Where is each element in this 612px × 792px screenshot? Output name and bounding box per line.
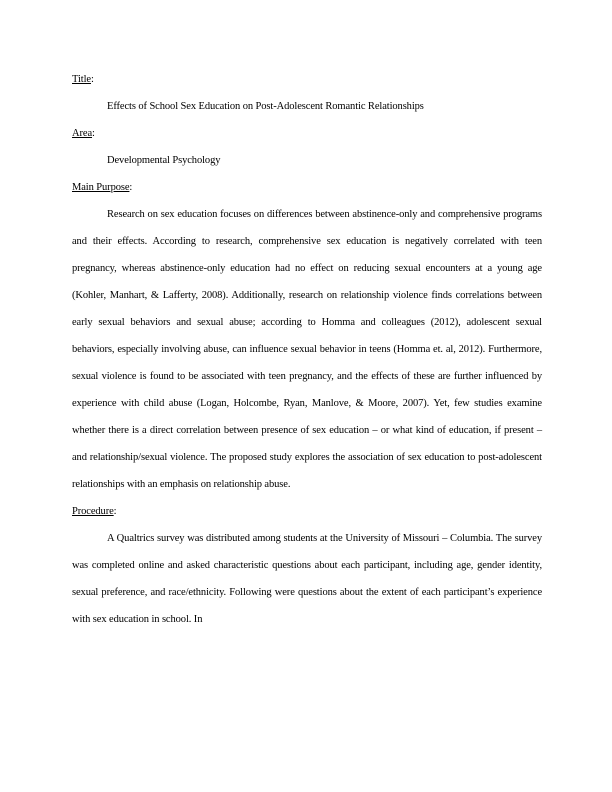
area-colon: :: [92, 128, 95, 139]
title-colon: :: [90, 74, 94, 85]
title-heading: Title: [72, 74, 91, 85]
procedure-colon: :: [113, 506, 117, 517]
purpose-heading: Main Purpose: [72, 182, 130, 193]
purpose-heading-row: [72, 174, 542, 201]
area-value: Developmental Psychology: [107, 155, 221, 166]
procedure-heading: Procedure: [72, 506, 114, 517]
procedure-heading-row: [72, 498, 542, 525]
title-value: Effects of School Sex Education on Post-Adolescent Romantic Relationships: [107, 101, 424, 112]
title-heading-row: [72, 66, 542, 93]
purpose-colon: :: [129, 182, 133, 193]
document-body: [72, 66, 542, 633]
area-heading-row: [72, 120, 542, 147]
area-heading: Area: [72, 128, 93, 139]
purpose-paragraph: Research on sex education focuses on differences between abstinence-only and comprehensive programs and their effects. According to research, comprehensive sex education is negatively correlated with teen pregnancy, whereas abstinence-only education had no effect on reducing sexual encounters at a young age (Kohler, Manhart, & Lafferty, 2008). Additionally, research on relationship violence finds correlations between early sexual behaviors and sexual abuse; according to Homma and colleagues (2012), adolescent sexual behaviors, especially involving abuse, can influence sexual behavior in teens (Homma et. al, 2012). Furthermore, sexual violence is found to be associated with teen pregnancy, and the effects of these are further influenced by experience with child abuse (Logan, Holcombe, Ryan, Manlove, & Moore, 2007). Yet, few studies examine whether there is a direct correlation between presence of sex education – or what kind of education, if present – and relationship/sexual violence. The proposed study explores the association of sex education to post-adolescent relationships with an emphasis on relationship abuse.: [72, 209, 542, 490]
procedure-paragraph: A Qualtrics survey was distributed among students at the University of Missouri – Columbia. The survey was completed online and asked characteristic questions about each participant, including age, gender identity, sexual preference, and race/ethnicity. Following were questions about the extent of each participant’s experience with sex education in school. In: [72, 533, 542, 625]
